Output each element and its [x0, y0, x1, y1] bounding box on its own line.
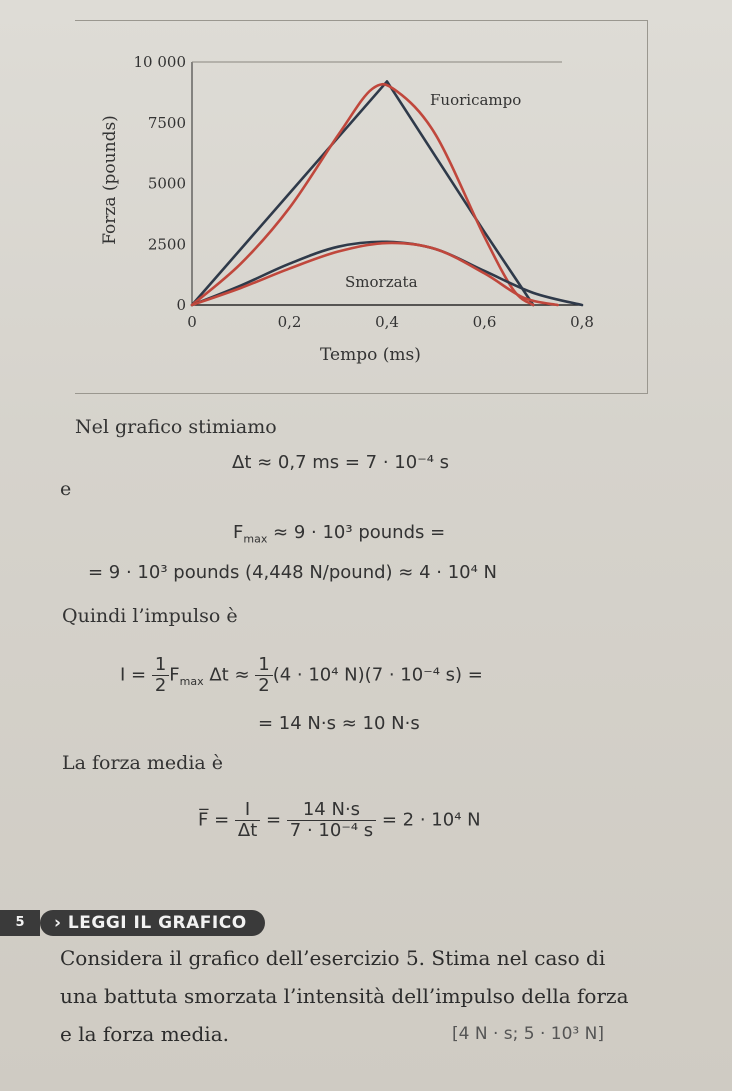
chart-series: [192, 81, 582, 305]
exercise-line-1: Considera il grafico dell’esercizio 5. Stima nel caso di: [60, 946, 606, 970]
x-tick-label: 0,4: [375, 313, 399, 331]
x-tick-label: 0,2: [277, 313, 302, 331]
equation-impulse-1: I = $\frac{1}{2}$ $F_{max}$ Δt ≈ $\frac{1}{2}$ (4 · 10⁴ N)(7 · 10⁻⁴ s) =: [120, 654, 483, 696]
x-tick-label: 0,6: [472, 313, 497, 331]
impulse-intro: Quindi l’impulso è: [62, 605, 238, 627]
equation-impulse-2: = 14 N·s ≈ 10 N·s: [258, 713, 420, 734]
equation-fmax-1: $F_{max} \approx 9 \cdot 10^3$ pounds =: [233, 522, 446, 546]
y-tick-label: 2500: [147, 235, 186, 254]
exercise-answer: [4 N · s; 5 · 10³ N]: [452, 1024, 604, 1044]
intro-text: Nel grafico stimiamo: [75, 416, 277, 438]
fraction-impulse-over-time: $\frac{14 N\cdot s}{\text{7 · 10⁻⁴ s}}$: [287, 800, 376, 841]
y-tick-label: 7500: [147, 113, 186, 132]
mean-force-intro: La forza media è: [62, 752, 224, 774]
equation-mean-force: F̅ = $\frac{I}{\Delta t}$ = $\frac{14 N\cdot s}{\text{7 · 10⁻⁴ s}}$ = 2 · 10⁴ N: [198, 799, 481, 841]
equation-fmax-2: = 9 · 10³ pounds (4,448 N/pound) ≈ 4 · 10⁴ N: [88, 562, 497, 583]
y-tick-label: 5000: [147, 174, 186, 193]
conjunction-e: e: [60, 478, 72, 500]
annotation-fuoricampo: Fuoricampo: [430, 91, 522, 109]
annotation-smorzata: Smorzata: [345, 273, 418, 291]
x-tick-label: 0,8: [570, 313, 594, 331]
chart-axes: [192, 62, 582, 305]
x-tick-label: 0: [187, 313, 197, 331]
fraction-half: $\frac{1}{2}$: [152, 655, 169, 696]
equation-delta-t: Δt ≈ 0,7 ms = 7 · 10⁻⁴ s: [232, 452, 450, 473]
textbook-page: 10 000 7500 5000 2500 0 0 0,2 0,4 0,6 0,8 Fuoricampo Smorzata Forza (pounds) Tempo (ms) Nel grafico stimiamo Δt ≈ 0,7 ms = 7 · 10⁻⁴ s e $F_{max} \approx 9 \cdot 10^3$ pounds = = 9 · 10³ pounds (4,448 N/pound) ≈ 4 · 10⁴ N Quindi l’impulso è I = $\frac{1}{2}$ $F_{max}$ Δt ≈ $\frac{1}{2}$ (4 · 10⁴ N)(7 · 10⁻⁴ s) = = 14 N·s ≈ 10 N·s La forza media è F̅ = $\frac{I}{\Delta t}$ = $\frac{14 N\cdot s}{\text{7 · 10⁻⁴ s}}$ = 2 · 10⁴ N 5 › LEGGI IL GRAFICO Considera il grafico dell’esercizio 5. Stima nel caso di una battuta smorzata l’intensità dell’impulso della forza e la forza media. [4 N · s; 5 · 10³ N]: [0, 0, 732, 1091]
y-tick-label: 10 000: [133, 53, 186, 71]
fraction-i-over-dt: $\frac{I}{\Delta t}$: [235, 800, 260, 841]
y-tick-label: 0: [176, 296, 186, 314]
exercise-line-2: una battuta smorzata l’intensità dell’impulso della forza: [60, 984, 629, 1008]
exercise-line-3: e la forza media.: [60, 1022, 229, 1046]
x-axis-title: Tempo (ms): [320, 345, 421, 365]
read-graph-badge: › LEGGI IL GRAFICO: [40, 910, 265, 936]
chart-annotations: [345, 91, 521, 291]
exercise-number: 5: [0, 910, 40, 936]
fraction-half: $\frac{1}{2}$: [255, 655, 272, 696]
